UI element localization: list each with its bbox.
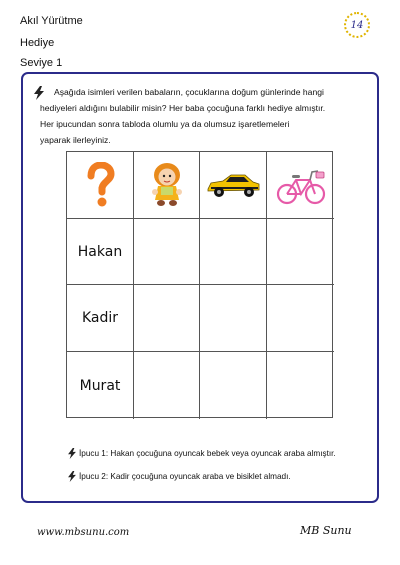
answer-cell[interactable] <box>267 352 334 419</box>
level-label: Seviye 1 <box>20 57 63 69</box>
clue-text: İpucu 2: Kadir çocuğuna oyuncak araba ve bisiklet almadı. <box>79 472 291 481</box>
answer-cell[interactable] <box>134 352 200 419</box>
header-cell-question <box>67 152 134 219</box>
toy-car-icon <box>205 172 261 198</box>
bicycle-icon <box>276 165 326 205</box>
instruction-line: Aşağıda isimleri verilen babaların, çocuklarına doğum günlerinde hangi <box>54 87 324 97</box>
instructions <box>40 84 370 148</box>
answer-cell[interactable] <box>267 285 334 352</box>
answer-cell[interactable] <box>134 219 200 285</box>
footer-url: www.mbsunu.com <box>37 527 130 538</box>
row-name-cell: Kadir <box>67 285 134 352</box>
logic-grid-table <box>66 151 333 418</box>
lightning-icon <box>68 448 76 459</box>
answer-cell[interactable] <box>200 285 267 352</box>
header-cell-car <box>200 152 267 219</box>
page-number-badge <box>344 12 370 38</box>
instruction-line: hediyeleri aldığını bulabilir misin? Her baba çocuğuna farklı hediye almıştır. <box>40 103 326 113</box>
row-name-cell: Murat <box>67 352 134 419</box>
row-name-cell: Hakan <box>67 219 134 285</box>
header-cell-bike <box>267 152 334 219</box>
doll-icon <box>150 162 184 208</box>
answer-cell[interactable] <box>200 219 267 285</box>
question-mark-icon <box>85 162 115 208</box>
page-number: 14 <box>350 19 364 31</box>
subject-title: Akıl Yürütme <box>20 15 83 27</box>
instruction-line: Her ipucundan sonra tabloda olumlu ya da olumsuz işaretlemeleri <box>40 119 290 129</box>
footer-brand: MB Sunu <box>300 524 352 537</box>
clue-text: İpucu 1: Hakan çocuğuna oyuncak bebek veya oyuncak araba almıştır. <box>79 449 336 458</box>
topic-title: Hediye <box>20 37 55 49</box>
instruction-line: yaparak ilerleyiniz. <box>40 135 111 145</box>
answer-cell[interactable] <box>134 285 200 352</box>
lightning-icon <box>68 471 76 482</box>
answer-cell[interactable] <box>200 352 267 419</box>
answer-cell[interactable] <box>267 219 334 285</box>
header-cell-doll <box>134 152 200 219</box>
